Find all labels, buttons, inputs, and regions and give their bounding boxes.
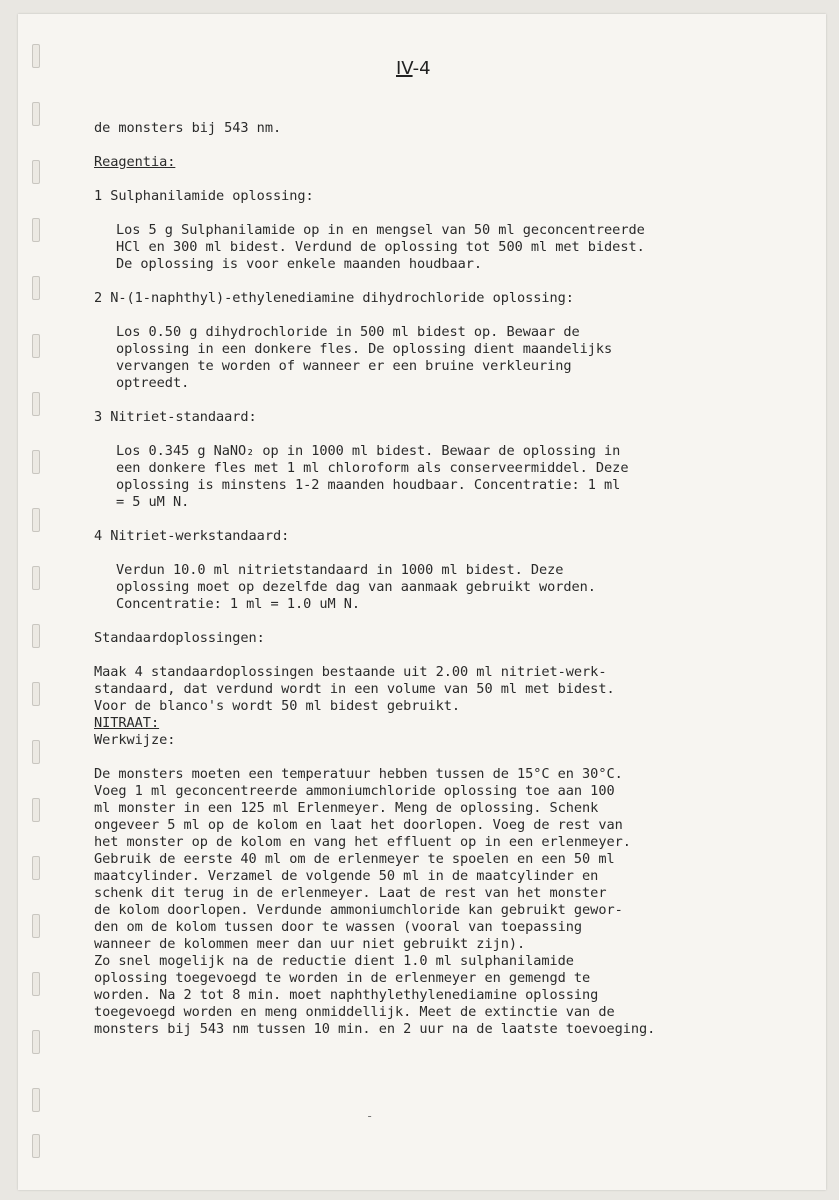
binding-hole	[32, 218, 40, 242]
text-line: standaard, dat verdund wordt in een volume van 50 ml met bidest.	[94, 681, 615, 697]
binding-hole	[32, 856, 40, 880]
binding-hole	[32, 334, 40, 358]
text-line: Voeg 1 ml geconcentreerde ammoniumchloride oplossing toe aan 100	[94, 783, 615, 799]
binding-hole	[32, 566, 40, 590]
blank-line	[94, 613, 804, 630]
text-line: maatcylinder. Verzamel de volgende 50 ml in de maatcylinder en	[94, 868, 599, 884]
binding-holes	[32, 44, 42, 1164]
text-line: NITRAAT:	[94, 715, 160, 731]
blank-line	[94, 307, 804, 324]
text-line: de kolom doorlopen. Verdunde ammoniumchloride kan gebruikt gewor-	[94, 902, 623, 918]
text-line: het monster op de kolom en vang het effluent op in een erlenmeyer.	[94, 834, 631, 850]
text-line: schenk dit terug in de erlenmeyer. Laat de rest van het monster	[94, 885, 607, 901]
text-line: toegevoegd worden en meng onmiddellijk. Meet de extinctie van de	[94, 1004, 615, 1020]
document-body	[94, 120, 804, 1038]
blank-line	[94, 647, 804, 664]
text-line: de monsters bij 543 nm.	[94, 120, 282, 136]
blank-line	[94, 273, 804, 290]
text-line: oplossing is minstens 1-2 maanden houdbaar. Concentratie: 1 ml	[116, 477, 621, 493]
text-line: Reagentia:	[94, 154, 176, 170]
page-number-suffix: -4	[412, 58, 431, 79]
text-line: Standaardoplossingen:	[94, 630, 265, 646]
blank-line	[94, 392, 804, 409]
text-line: Los 5 g Sulphanilamide op in en mengsel van 50 ml geconcentreerde	[116, 222, 645, 238]
text-line: monsters bij 543 nm tussen 10 min. en 2 uur na de laatste toevoeging.	[94, 1021, 656, 1037]
text-line: Maak 4 standaardoplossingen bestaande uit 2.00 ml nitriet-werk-	[94, 664, 607, 680]
binding-hole	[32, 44, 40, 68]
blank-line	[94, 426, 804, 443]
text-line: = 5 uM N.	[116, 494, 190, 510]
text-line: 4 Nitriet-werkstandaard:	[94, 528, 290, 544]
binding-hole	[32, 160, 40, 184]
text-line: Los 0.50 g dihydrochloride in 500 ml bidest op. Bewaar de	[116, 324, 580, 340]
text-line: oplossing toegevoegd te worden in de erlenmeyer en gemengd te	[94, 970, 591, 986]
text-line: 1 Sulphanilamide oplossing:	[94, 188, 314, 204]
text-line: oplossing moet op dezelfde dag van aanmaak gebruikt worden.	[116, 579, 596, 595]
text-line: Zo snel mogelijk na de reductie dient 1.0 ml sulphanilamide	[94, 953, 574, 969]
text-line: worden. Na 2 tot 8 min. moet naphthylethylenediamine oplossing	[94, 987, 599, 1003]
text-line: 3 Nitriet-standaard:	[94, 409, 257, 425]
blank-line	[94, 137, 804, 154]
text-line: vervangen te worden of wanneer er een bruine verkleuring	[116, 358, 572, 374]
page-number-roman: IV	[396, 58, 413, 79]
blank-line	[94, 171, 804, 188]
binding-hole	[32, 798, 40, 822]
binding-hole	[32, 508, 40, 532]
binding-hole	[32, 102, 40, 126]
text-line: Los 0.345 g NaNO₂ op in 1000 ml bidest. Bewaar de oplossing in	[116, 443, 621, 459]
text-line: HCl en 300 ml bidest. Verdund de oplossing tot 500 ml met bidest.	[116, 239, 645, 255]
text-line: ml monster in een 125 ml Erlenmeyer. Meng de oplossing. Schenk	[94, 800, 599, 816]
text-line: Concentratie: 1 ml = 1.0 uM N.	[116, 596, 361, 612]
binding-hole	[32, 1134, 40, 1158]
binding-hole	[32, 740, 40, 764]
text-line: wanneer de kolommen meer dan uur niet gebruikt zijn).	[94, 936, 526, 952]
blank-line	[94, 545, 804, 562]
binding-hole	[32, 1030, 40, 1054]
binding-hole	[32, 392, 40, 416]
document-page	[18, 14, 826, 1190]
text-line: een donkere fles met 1 ml chloroform als conserveermiddel. Deze	[116, 460, 629, 476]
text-line: Verdun 10.0 ml nitrietstandaard in 1000 ml bidest. Deze	[116, 562, 564, 578]
binding-hole	[32, 624, 40, 648]
page-number	[396, 58, 431, 79]
binding-hole	[32, 914, 40, 938]
text-line: 2 N-(1-naphthyl)-ethylenediamine dihydrochloride oplossing:	[94, 290, 574, 306]
blank-line	[94, 749, 804, 766]
text-line: Voor de blanco's wordt 50 ml bidest gebruikt.	[94, 698, 461, 714]
blank-line	[94, 511, 804, 528]
binding-hole	[32, 450, 40, 474]
binding-hole	[32, 972, 40, 996]
text-line: ongeveer 5 ml op de kolom en laat het doorlopen. Voeg de rest van	[94, 817, 623, 833]
binding-hole	[32, 276, 40, 300]
text-line: Werkwijze:	[94, 732, 176, 748]
text-line: Gebruik de eerste 40 ml om de erlenmeyer te spoelen en een 50 ml	[94, 851, 615, 867]
text-line: De monsters moeten een temperatuur hebben tussen de 15°C en 30°C.	[94, 766, 623, 782]
text-line: De oplossing is voor enkele maanden houdbaar.	[116, 256, 483, 272]
binding-hole	[32, 1088, 40, 1112]
text-line: den om de kolom tussen door te wassen (vooral van toepassing	[94, 919, 583, 935]
text-line: oplossing in een donkere fles. De oplossing dient maandelijks	[116, 341, 613, 357]
blank-line	[94, 205, 804, 222]
text-line: optreedt.	[116, 375, 190, 391]
binding-hole	[32, 682, 40, 706]
footer-mark: -	[366, 1109, 374, 1123]
